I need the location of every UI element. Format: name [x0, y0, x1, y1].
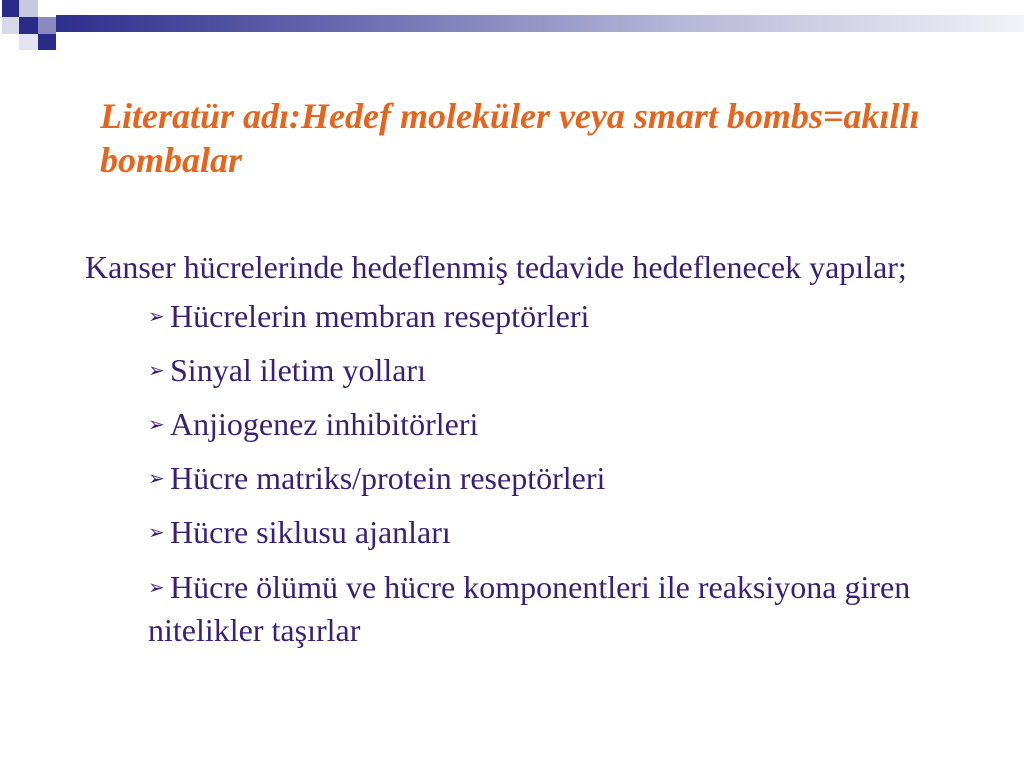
- decor-square: [19, 0, 38, 17]
- decor-square: [38, 0, 56, 17]
- bullet-text: Hücre ölümü ve hücre komponentleri ile reaksiyona giren nitelikler taşırlar: [148, 569, 911, 648]
- decor-square: [19, 34, 38, 50]
- decor-square: [2, 0, 19, 17]
- bullet-text: Hücre matriks/protein reseptörleri: [170, 460, 606, 496]
- bullet-text: Hücrelerin membran reseptörleri: [170, 298, 590, 334]
- list-item: [148, 566, 965, 651]
- decor-square: [38, 17, 56, 34]
- list-item: [148, 296, 965, 337]
- decor-square: [2, 17, 19, 34]
- arrow-bullet-icon: ➢: [148, 577, 165, 599]
- header-gradient-band: [56, 15, 1024, 32]
- bullet-text: Hücre siklusu ajanları: [170, 514, 451, 550]
- decor-square: [19, 17, 38, 34]
- list-item: [148, 458, 965, 499]
- arrow-bullet-icon: ➢: [148, 360, 165, 382]
- arrow-bullet-icon: ➢: [148, 522, 165, 544]
- list-item: [148, 350, 965, 391]
- decor-square: [2, 34, 19, 50]
- arrow-bullet-icon: ➢: [148, 468, 165, 490]
- slide-body: [85, 248, 965, 664]
- bullet-list: [85, 296, 965, 651]
- bullet-text: Anjiogenez inhibitörleri: [170, 406, 479, 442]
- bullet-text: Sinyal iletim yolları: [170, 352, 426, 388]
- list-item: [148, 512, 965, 553]
- decor-square: [38, 34, 56, 50]
- list-item: [148, 404, 965, 445]
- arrow-bullet-icon: ➢: [148, 414, 165, 436]
- intro-text: Kanser hücrelerinde hedeflenmiş tedavide hedeflenecek yapılar;: [85, 249, 907, 285]
- slide-title: Literatür adı:Hedef moleküler veya smart bombs=akıllı bombalar: [100, 96, 920, 180]
- arrow-bullet-icon: ➢: [148, 306, 165, 328]
